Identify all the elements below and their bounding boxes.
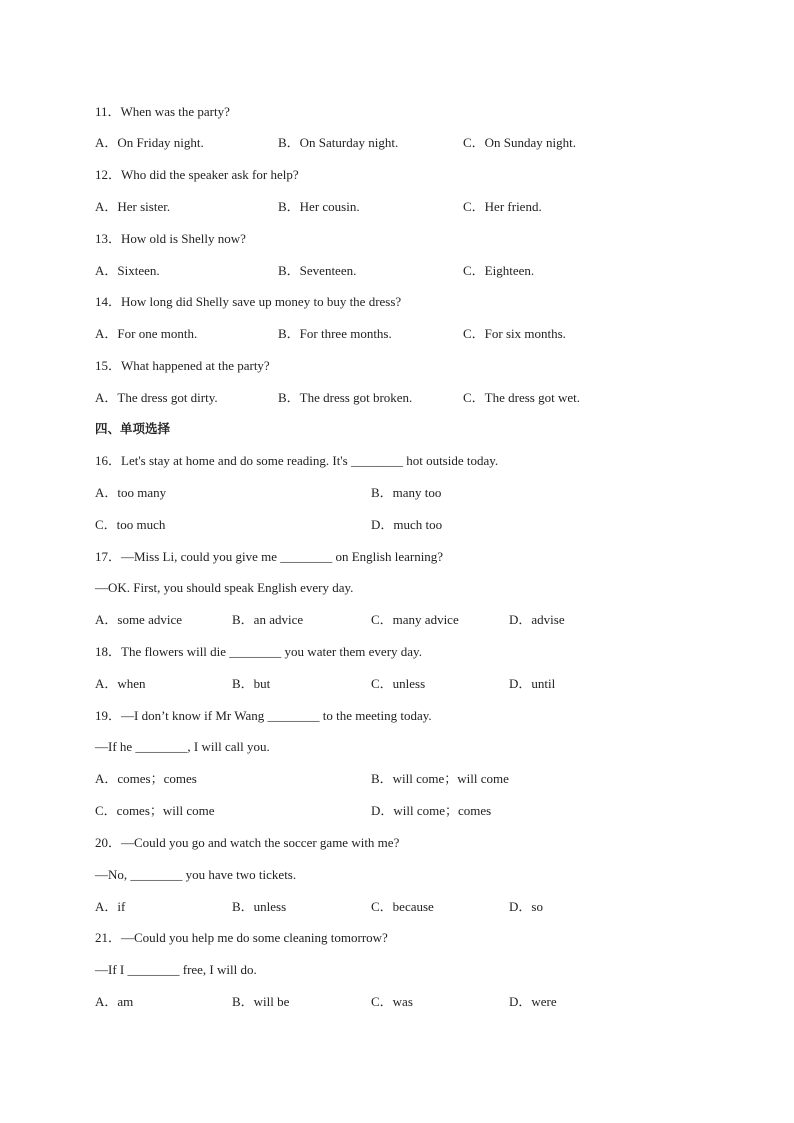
option-q16-b: B．many too xyxy=(371,485,442,500)
option-q20-b: B．unless xyxy=(232,899,287,914)
option-q18-d: D．until xyxy=(509,676,556,691)
question-q20-line-2: —No, ________ you have two tickets. xyxy=(95,867,297,882)
option-q19-c: C．comes；will come xyxy=(95,803,215,818)
question-q17-line-1: 17．—Miss Li, could you give me ________ on English learning? xyxy=(95,549,444,564)
question-q11: 11．When was the party? xyxy=(95,104,230,119)
option-q12-c: C．Her friend. xyxy=(463,199,542,214)
option-q15-c: C．The dress got wet. xyxy=(463,390,580,405)
option-q17-a: A．some advice xyxy=(95,612,183,627)
question-q20-line-1: 20．—Could you go and watch the soccer game with me? xyxy=(95,835,400,850)
option-q16-c: C．too much xyxy=(95,517,166,532)
option-q19-a: A．comes；comes xyxy=(95,771,197,786)
question-q21-line-2: —If I ________ free, I will do. xyxy=(95,962,257,977)
option-q18-b: B．but xyxy=(232,676,271,691)
option-q19-d: D．will come；comes xyxy=(371,803,492,818)
option-q16-a: A．too many xyxy=(95,485,167,500)
option-q21-d: D．were xyxy=(509,994,557,1009)
option-q15-a: A．The dress got dirty. xyxy=(95,390,218,405)
section-heading: 四、单项选择 xyxy=(95,421,171,436)
question-q17-line-2: —OK. First, you should speak English every day. xyxy=(95,580,354,595)
option-q13-b: B．Seventeen. xyxy=(278,263,357,278)
option-q17-c: C．many advice xyxy=(371,612,459,627)
option-q12-a: A．Her sister. xyxy=(95,199,171,214)
option-q13-a: A．Sixteen. xyxy=(95,263,160,278)
option-q11-b: B．On Saturday night. xyxy=(278,135,399,150)
option-q18-c: C．unless xyxy=(371,676,426,691)
question-q16-line-1: 16．Let's stay at home and do some reading. It's ________ hot outside today. xyxy=(95,453,499,468)
question-q13: 13．How old is Shelly now? xyxy=(95,231,246,246)
option-q19-b: B．will come；will come xyxy=(371,771,509,786)
question-q12: 12．Who did the speaker ask for help? xyxy=(95,167,299,182)
option-q11-a: A．On Friday night. xyxy=(95,135,204,150)
question-q15: 15．What happened at the party? xyxy=(95,358,270,373)
option-q20-a: A．if xyxy=(95,899,126,914)
question-q18-line-1: 18．The flowers will die ________ you water them every day. xyxy=(95,644,422,659)
option-q20-d: D．so xyxy=(509,899,543,914)
option-q16-d: D．much too xyxy=(371,517,443,532)
option-q17-b: B．an advice xyxy=(232,612,304,627)
question-q14: 14．How long did Shelly save up money to buy the dress? xyxy=(95,294,402,309)
option-q21-a: A．am xyxy=(95,994,134,1009)
option-q11-c: C．On Sunday night. xyxy=(463,135,577,150)
option-q15-b: B．The dress got broken. xyxy=(278,390,413,405)
option-q14-b: B．For three months. xyxy=(278,326,392,341)
question-q21-line-1: 21．—Could you help me do some cleaning tomorrow? xyxy=(95,930,388,945)
option-q20-c: C．because xyxy=(371,899,434,914)
option-q18-a: A．when xyxy=(95,676,146,691)
option-q14-a: A．For one month. xyxy=(95,326,198,341)
option-q12-b: B．Her cousin. xyxy=(278,199,360,214)
question-q19-line-2: —If he ________, I will call you. xyxy=(95,739,270,754)
option-q14-c: C．For six months. xyxy=(463,326,566,341)
option-q21-b: B．will be xyxy=(232,994,290,1009)
option-q13-c: C．Eighteen. xyxy=(463,263,535,278)
option-q21-c: C．was xyxy=(371,994,413,1009)
option-q17-d: D．advise xyxy=(509,612,565,627)
question-q19-line-1: 19．—I don’t know if Mr Wang ________ to the meeting today. xyxy=(95,708,432,723)
